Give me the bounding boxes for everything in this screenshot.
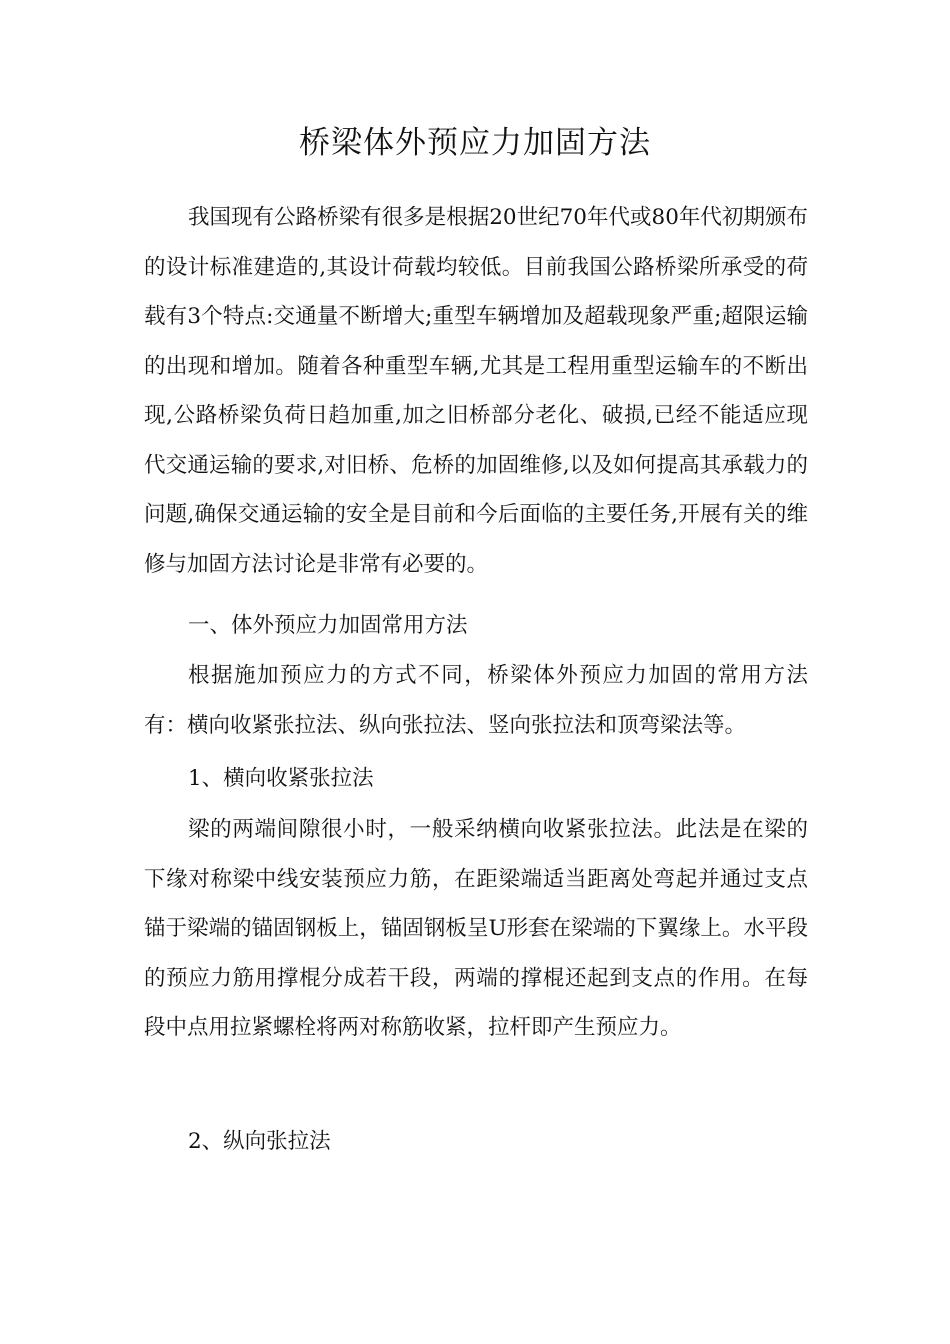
- subsection-heading-transverse-tension: 1、横向收紧张拉法: [188, 766, 374, 791]
- paragraph-transverse-tension: 梁的两端间隙很小时，一般采纳横向收紧张拉法。此法是在梁的下缘对称梁中线安装预应力筋，在距梁端适当距离处弯起并通过支点锚于梁端的锚固钢板上，锚固钢板呈U形套在梁端的下翼缘上。水平段的预应力筋用撑棍分成若干段，两端的撑棍还起到支点的作用。在每段中点用拉紧螺栓将两对称筋收紧，拉杆即产生预应力。: [144, 817, 808, 1040]
- subsection-heading-longitudinal-tension: 2、纵向张拉法: [188, 1129, 331, 1154]
- section-heading-common-methods: 一、体外预应力加固常用方法: [188, 613, 468, 638]
- document-title: 桥梁体外预应力加固方法: [299, 125, 651, 161]
- paragraph-methods-overview: 根据施加预应力的方式不同，桥梁体外预应力加固的常用方法有：横向收紧张拉法、纵向张拉法、竖向张拉法和顶弯梁法等。: [144, 663, 808, 738]
- paragraph-intro: 我国现有公路桥梁有很多是根据20世纪70年代或80年代初期颁布的设计标准建造的,其设计荷载均较低。目前我国公路桥梁所承受的荷载有3个特点:交通量不断增大;重型车辆增加及超载现象严重;超限运输的出现和增加。随着各种重型车辆,尤其是工程用重型运输车的不断出现,公路桥梁负荷日趋加重,加之旧桥部分老化、破损,已经不能适应现代交通运输的要求,对旧桥、危桥的加固维修,以及如何提高其承载力的问题,确保交通运输的安全是目前和今后面临的主要任务,开展有关的维修与加固方法讨论是非常有必要的。: [144, 205, 808, 577]
